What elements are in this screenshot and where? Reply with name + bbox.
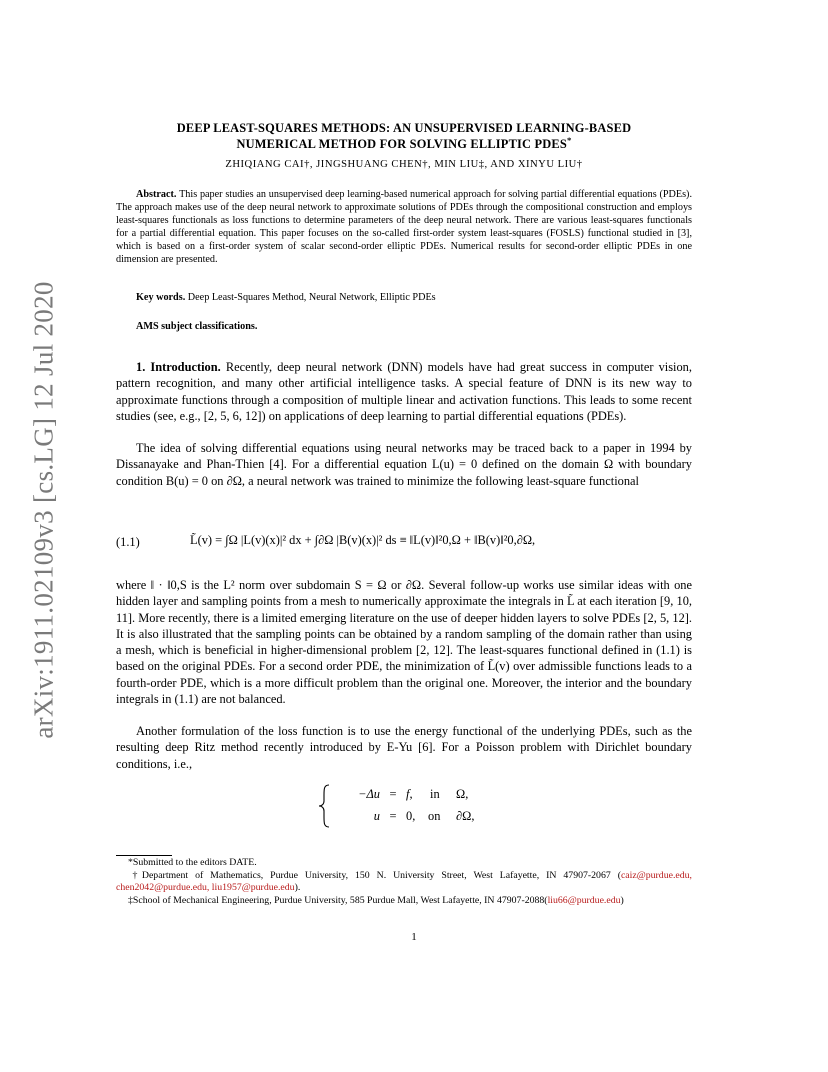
footnote-1: *Submitted to the editors DATE.: [128, 857, 257, 868]
footnote-3: ‡School of Mechanical Engineering, Purdue University, 585 Purdue Mall, West Lafayette, IN 47907-2088(liu66@purdue.edu): [128, 894, 624, 906]
abstract-text: This paper studies an unsupervised deep learning-based numerical approach for solving partial differential equations (PDEs). The approach makes use of the deep neural network to approximate solutions of PDEs through the compositional construction and employs least-squares functionals as loss functions to determine parameters of the deep neural network. There are various least-squares functionals for a partial differential equation. This paper focuses on the so-called first-order system least-squares (FOSLS) functional studied in [3], which is based on a first-order system of scalar second-order elliptic PDEs. Numerical results for second-order elliptic PDEs in one dimension are presented.: [116, 189, 692, 266]
intro-paragraph-1: [116, 359, 692, 424]
author-email-link[interactable]: liu66@purdue.edu: [547, 894, 621, 906]
row1-in: in: [430, 787, 440, 801]
row1-rhs: f,: [406, 787, 413, 801]
equation-number: (1.1): [116, 535, 140, 549]
paper-title: [116, 120, 692, 152]
row2-rhs: 0,: [406, 809, 416, 823]
row2-domain: ∂Ω,: [456, 809, 475, 823]
page-number: 1: [411, 931, 417, 943]
paragraph-3-text: where ‖ · ‖0,S is the L² norm over subdomain S = Ω or ∂Ω. Several follow-up works use similar ideas with one hidden layer and sampling points from a mesh to numerically approximate the integrals in L̃ at each iteration [9, 10, 11]. More recently, there is a limited emerging literature on the use of deeper hidden layers to solve PDEs [2, 5, 12]. It is also illustrated that the sampling points can be obtained by a random sampling of the domain rather than using a mesh, which is beneficial in higher-dimensional problem [2, 12]. The least-squares functional defined in (1.1) is based on the original PDEs. For a second order PDE, the minimization of L̃(v) over admissible functions leads to a fourth-order PDE, which is a more difficult problem than the original one. Moreover, the interior and the boundary integrals in (1.1) are not balanced.: [116, 578, 692, 707]
keywords-label: Key words.: [136, 292, 186, 303]
equation-1-1: [190, 521, 630, 565]
equation-text: L̃(v) = ∫Ω |L(v)(x)|² dx + ∫∂Ω |B(v)(x)|² ds ≡ ‖L(v)‖²0,Ω + ‖B(v)‖²0,∂Ω,: [190, 533, 536, 547]
footnotes: [116, 857, 692, 907]
row2-eq: =: [389, 809, 397, 823]
row1-lhs: −Δu: [358, 787, 380, 801]
title-line-2: NUMERICAL METHOD FOR SOLVING ELLIPTIC PDES*: [236, 134, 572, 151]
footnote-2: †Department of Mathematics, Purdue University, 150 N. University Street, West Lafayette, IN 47907-2067 (caiz@purdue.edu, chen2042@purdue.edu, liu1957@purdue.edu).: [116, 869, 692, 894]
paragraph-2-text: The idea of solving differential equations using neural networks may be traced back to a paper in 1994 by Dissanayake and Phan-Thien [4]. For a differential equation L(u) = 0 defined on the domain Ω with boundary condition B(u) = 0 on ∂Ω, a neural network was trained to minimize the following least-square functional: [116, 441, 692, 488]
row2-on: on: [428, 809, 441, 823]
arxiv-stamp-text: arXiv:1911.02109v3 [cs.LG] 12 Jul 2020: [28, 281, 59, 739]
abstract: [116, 188, 692, 267]
row1-eq: =: [389, 787, 397, 801]
paragraph-4-text: Another formulation of the loss function is to use the energy functional of the underlying PDEs, such as the resulting deep Ritz method recently introduced by E-Yu [6]. For a Poisson problem with Dirichlet boundary conditions, i.e.,: [116, 724, 692, 771]
arxiv-identifier-stamp: [22, 281, 66, 739]
row2-lhs: u: [373, 809, 380, 823]
footnote-rule: [116, 855, 172, 856]
intro-paragraph-2: [116, 440, 692, 489]
row1-domain: Ω,: [456, 787, 469, 801]
keywords-text: Deep Least-Squares Method, Neural Network, Elliptic PDEs: [187, 292, 436, 303]
ams-classifications: AMS subject classifications.: [136, 321, 258, 332]
title-line-1: DEEP LEAST-SQUARES METHODS: AN UNSUPERVISED LEARNING-BASED: [176, 121, 632, 135]
paragraph-1-text: Recently, deep neural network (DNN) models have had great success in computer vision, pattern recognition, and many other artificial intelligence tasks. A special feature of DNN is its new way to approximate functions through a composition of multiple linear and activation functions. This leads to some recent studies (see, e.g., [2, 5, 6, 12]) on applications of deep learning to partial differential equations (PDEs).: [116, 360, 692, 423]
intro-paragraph-4: [116, 723, 692, 772]
author-emails-link[interactable]: caiz@purdue.edu, chen2042@purdue.edu, liu1957@purdue.edu: [116, 869, 692, 894]
poisson-cases-system: [318, 783, 478, 829]
intro-paragraph-3: [116, 577, 692, 707]
abstract-label: Abstract.: [136, 189, 177, 200]
authors-line: ZHIQIANG CAI†, JINGSHUANG CHEN†, MIN LIU‡, AND XINYU LIU†: [225, 159, 583, 170]
left-brace-icon: [318, 783, 332, 829]
keywords: [136, 292, 692, 303]
title-footnote-mark: *: [566, 134, 572, 145]
section-heading: 1. Introduction.: [136, 360, 221, 374]
